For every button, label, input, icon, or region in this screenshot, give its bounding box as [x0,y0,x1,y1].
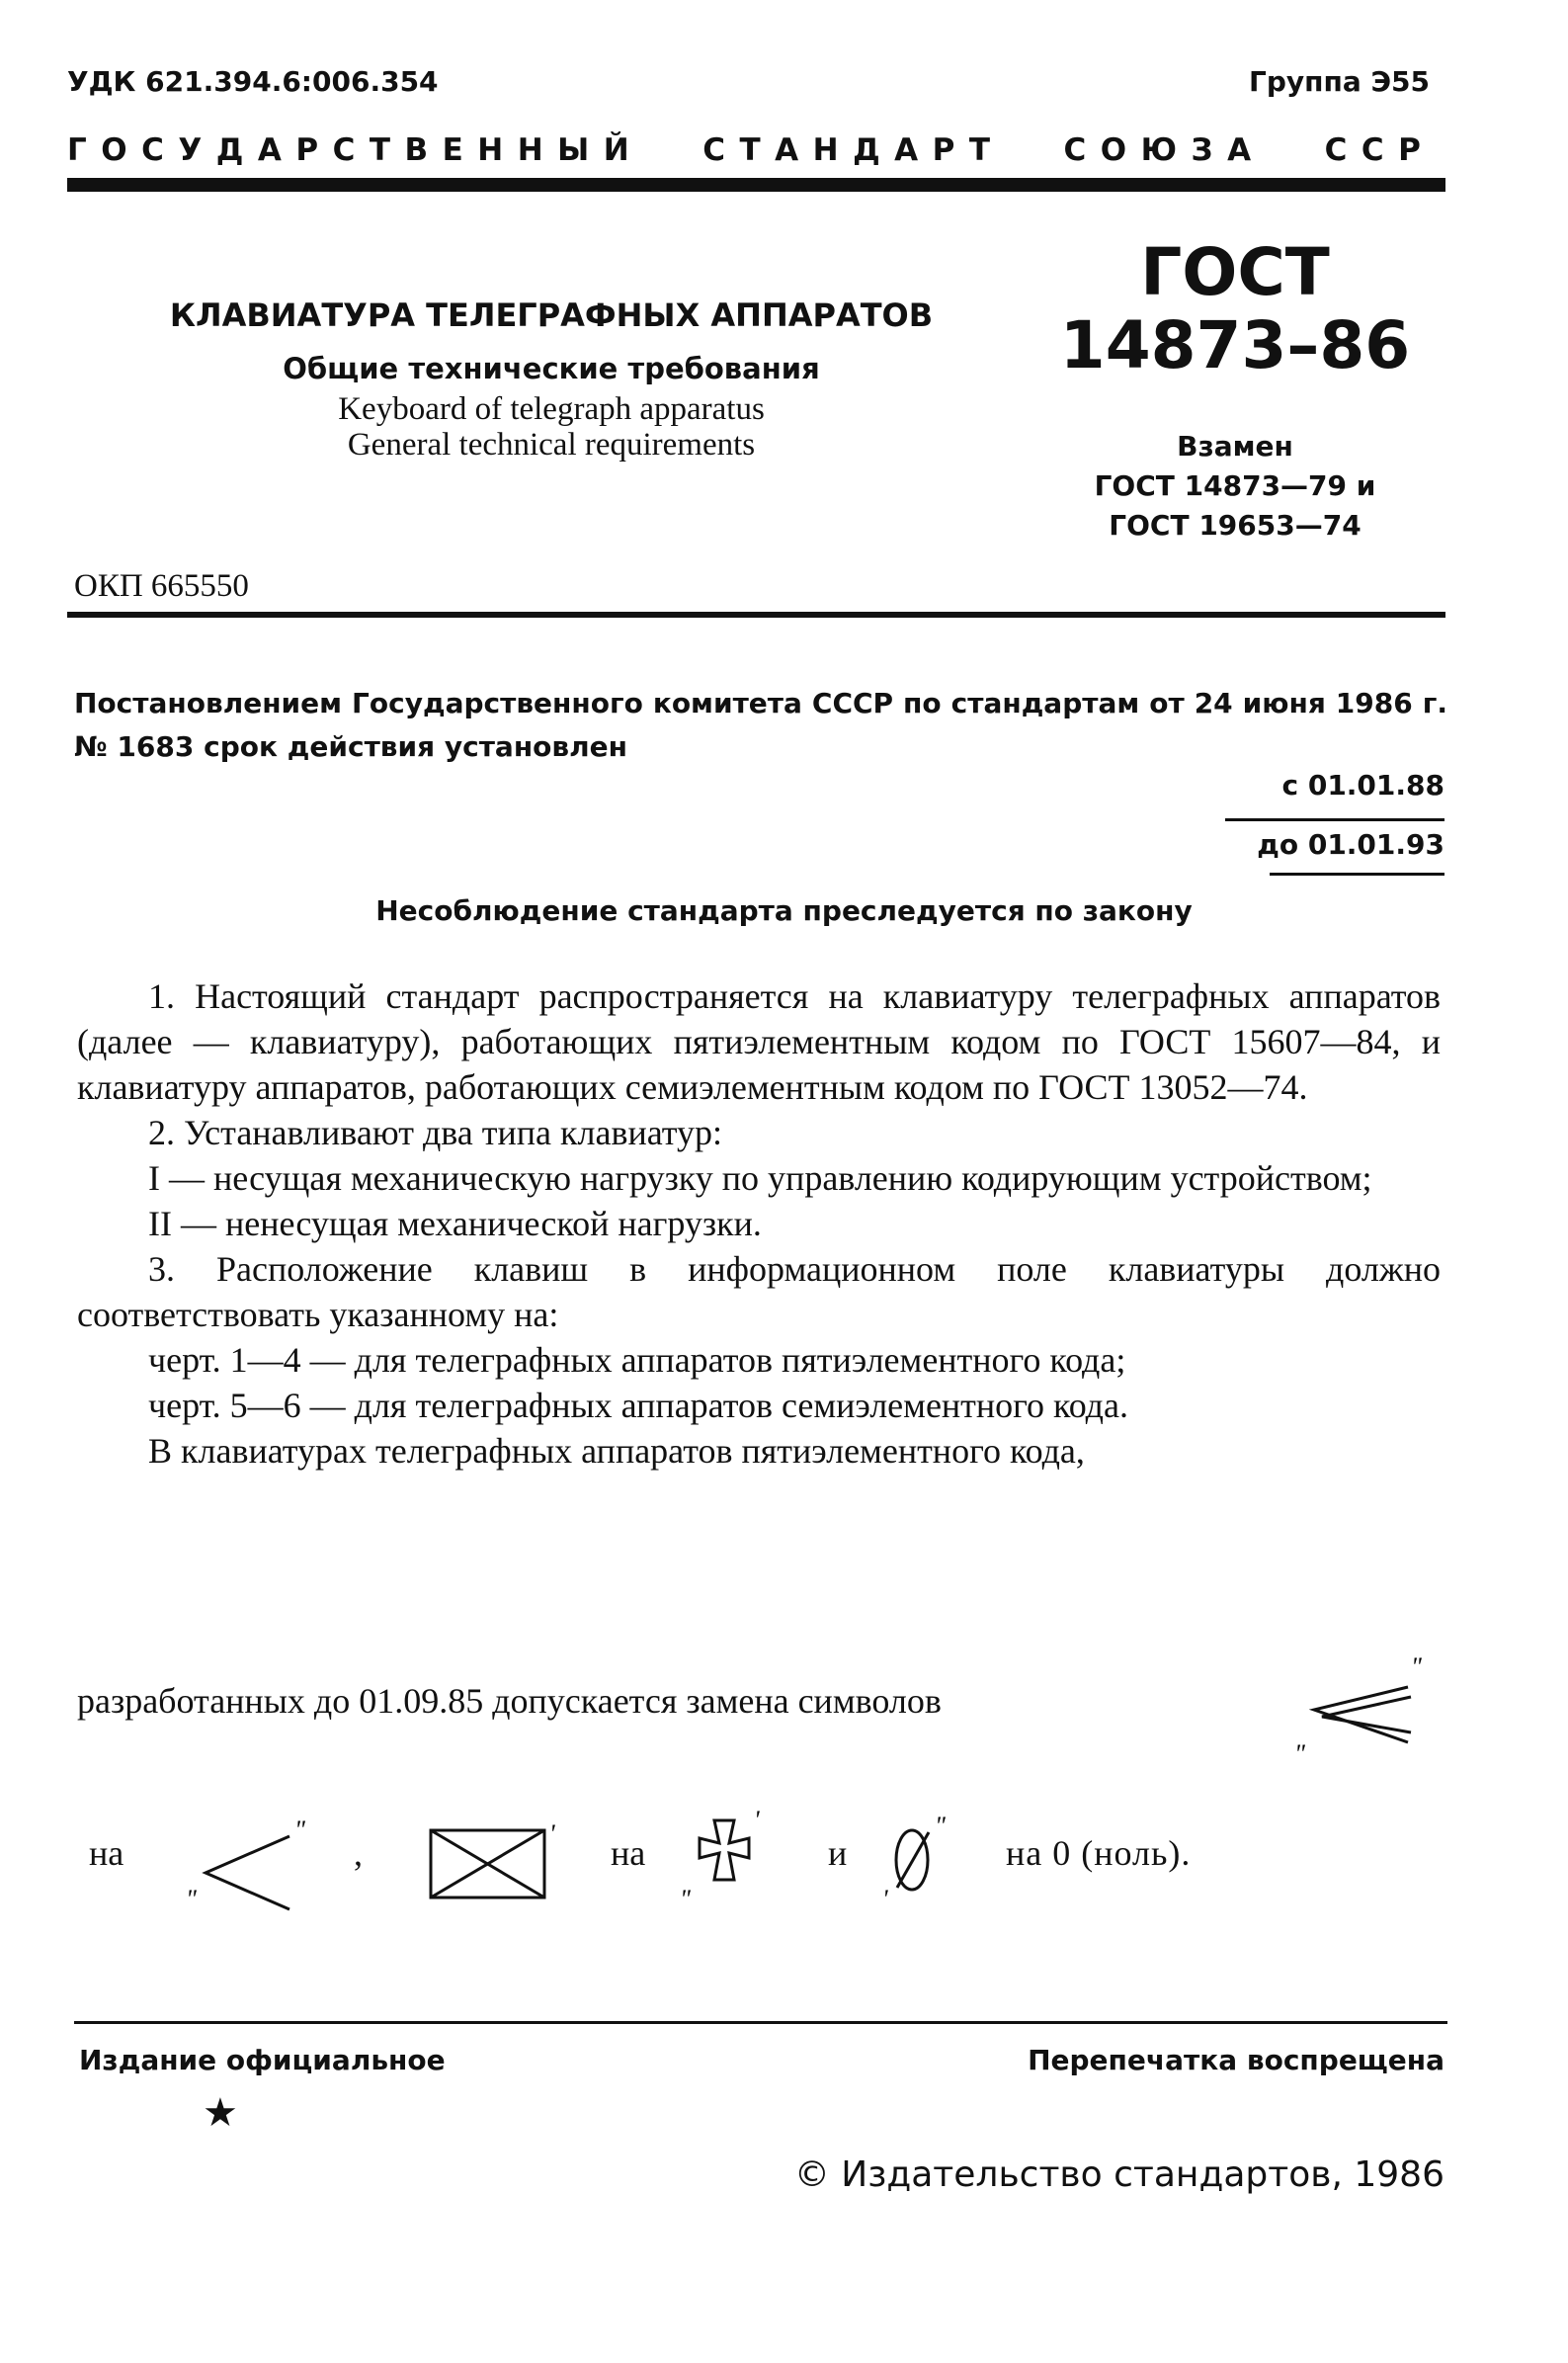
star-mark: ★ [203,2090,238,2136]
decree-text: Постановлением Государственного комитета СССР по стандартам от 24 июня 1986 г. № 1683 срок действия установлен [74,687,1447,763]
state-standard-word-3: СОЮЗА [1063,132,1266,168]
replace-on-1: на [89,1833,124,1873]
symbol-less-than [176,1809,314,1917]
official-edition: Издание официальное [79,2044,446,2076]
replaces-label: Взамен [1177,430,1293,463]
okp-code: ОКП 665550 [74,568,249,604]
clause-3-note: В клавиатурах телеграфных аппаратов пятиэлементного кода, [148,1431,1085,1471]
clause-3-item-1: черт. 1—4 — для телеграфных аппаратов пятиэлементного кода; [148,1340,1126,1380]
footer-rule [74,2021,1447,2024]
svg-text:': ' [754,1809,760,1834]
gost-label: ГОСТ [1140,234,1330,310]
clause-2-type-1: I — несущая механическую нагрузку по управлению кодирующим устройством; [148,1158,1372,1198]
date-rule [1225,818,1444,821]
udk-code: УДК 621.394.6:006.354 [67,65,439,98]
state-standard-word-1: ГОСУДАРСТВЕННЫЙ [67,132,644,168]
svg-text:": " [1411,1652,1422,1681]
svg-text:": " [680,1885,691,1913]
svg-text:": " [294,1815,305,1844]
document-subtitle: Общие технические требования [283,352,820,385]
replaces-gost-2: ГОСТ 19653—74 [1109,509,1362,542]
symbol-double-less-than [1294,1646,1433,1764]
english-title-line-2: General technical requirements [347,427,756,463]
reprint-prohibited: Перепечатка воспрещена [1028,2044,1444,2076]
english-title-line-1: Keyboard of telegraph apparatus [338,391,765,427]
symbol-slashed-zero [877,1811,966,1909]
replace-and: и [828,1833,848,1873]
date-to-rule [1270,873,1444,876]
replace-on-2: на [611,1833,646,1873]
title-block [67,296,1035,463]
replace-with-zero: на 0 (ноль). [1006,1833,1192,1873]
svg-text:": " [1294,1739,1305,1764]
effective-from: с 01.01.88 [1281,769,1444,802]
replacement-line [77,1680,942,1722]
body-text [77,973,1441,1474]
gost-number: 14873–86 [1059,307,1411,383]
legal-notice: Несоблюдение стандарта преследуется по закону [375,894,1193,927]
replace-comma: , [354,1833,363,1873]
svg-text:": " [186,1885,197,1913]
publisher-copyright: © Издательство стандартов, 1986 [793,2154,1444,2195]
replacement-symbols-row [77,1809,1441,1917]
clause-2-type-2: II — ненесущая механической нагрузки. [148,1204,762,1243]
symbol-cross [680,1809,788,1917]
gost-block [1028,234,1443,546]
okp-rule [67,612,1445,618]
symbol-crossed-box [423,1813,571,1911]
clause-1: 1. Настоящий стандарт распространяется на клавиатуру телеграфных аппаратов (далее — клавиатуру), работающих пятиэлементным кодом по ГОСТ 15607—84, и клавиатуру аппаратов, работающих семиэлементным кодом по ГОСТ 13052—74. [77,976,1441,1107]
state-standard-word-4: ССР [1324,132,1436,168]
replaces-gost-1: ГОСТ 14873—79 и [1094,469,1376,502]
replaces-block [1028,427,1443,546]
state-standard-word-2: СТАНДАРТ [702,132,1005,168]
header-rule [67,178,1445,192]
replacement-text: разработанных до 01.09.85 допускается замена символов [77,1681,942,1721]
svg-text:": " [935,1812,946,1840]
effective-to: до 01.01.93 [1257,828,1444,861]
document-title: КЛАВИАТУРА ТЕЛЕГРАФНЫХ АППАРАТОВ [169,296,934,334]
svg-text:': ' [882,1885,888,1909]
clause-2: 2. Устанавливают два типа клавиатур: [148,1113,723,1152]
group-code: Группа Э55 [1249,65,1430,98]
clause-3: 3. Расположение клавиш в информационном поле клавиатуры должно соответствовать указанному на: [77,1249,1441,1334]
state-standard-heading [67,132,1445,168]
clause-3-item-2: черт. 5—6 — для телеграфных аппаратов семиэлементного кода. [148,1386,1128,1425]
svg-text:': ' [549,1819,555,1848]
